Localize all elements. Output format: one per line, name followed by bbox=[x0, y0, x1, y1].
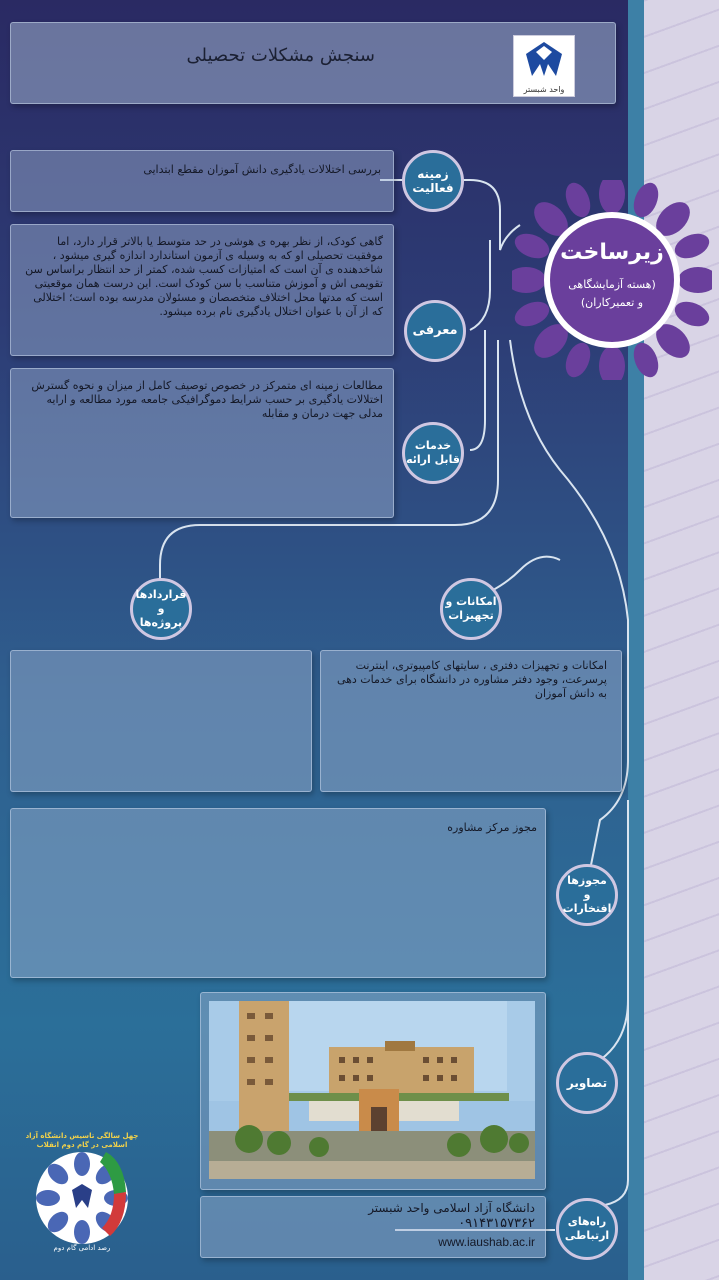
licenses-panel bbox=[10, 808, 546, 978]
anniversary-emblem-icon bbox=[14, 1132, 150, 1260]
introduction-label: معرفی bbox=[404, 300, 466, 362]
facilities-label: امکانات و تجهیزات bbox=[440, 578, 502, 640]
infrastructure-badge bbox=[512, 180, 712, 380]
contact-phone: ۰۹۱۴۳۱۵۷۳۶۲ bbox=[458, 1216, 535, 1231]
badge-subtitle-2: و تعمیرکاران) bbox=[580, 296, 644, 309]
contracts-panel bbox=[10, 650, 312, 792]
badge-title: زیرساخت bbox=[560, 240, 664, 265]
campus-photo bbox=[209, 1001, 535, 1179]
activity-field-text: بررسی اختلالات یادگیری دانش آموزان مقطع ابتدایی bbox=[143, 163, 381, 176]
licenses-text: مجوز مرکز مشاوره bbox=[447, 821, 537, 834]
introduction-text: گاهی کودک، از نظر بهره ی هوشی در حد متوسط یا بالاتر قرار دارد، اما موفقیت تحصیلی او که به وسیله ی آزمون استاندارد اندازه گیری میشود ، شاخدهنده ی آن است که امتیازات کسب شده، کمتر از حد انتظار براساس سن تقویمی اش و آموزش متناسب با سن کودک است. این درست همان موقعیتی است که مدتها محل اختلاف متخصصان و مسئولان مدرسه بوده است؛ اختلالی که از آن با عنوان اختلال یادگیری نام برده میشود. bbox=[25, 235, 383, 318]
services-label: خدمات قابل ارائه bbox=[402, 422, 464, 484]
images-label: تصاویر bbox=[556, 1052, 618, 1114]
logo-caption: واحد شبستر bbox=[523, 85, 565, 94]
campus-building-image bbox=[209, 1001, 535, 1179]
activity-field-panel bbox=[10, 150, 394, 212]
services-text: مطالعات زمینه ای متمرکز در خصوص توصیف کامل از میزان و نحوه گسترش اختلالات یادگیری بر حسب شرایط دموگرافیکی جامعه مورد مطالعه و ارایه مدلی جهت درمان و مقابله bbox=[31, 379, 383, 420]
university-emblem-icon bbox=[514, 36, 574, 84]
facilities-panel bbox=[320, 650, 622, 792]
university-logo bbox=[513, 35, 575, 97]
contact-label: راه‌های ارتباطی bbox=[556, 1198, 618, 1260]
header-panel bbox=[10, 22, 616, 104]
facilities-text: امکانات و تجهیزات دفتری ، سایتهای کامپیوتری، اینترنت پرسرعت، وجود دفتر مشاوره در دانشگاه برای خدمات دهی به دانش آموزان bbox=[336, 659, 607, 700]
introduction-panel bbox=[10, 224, 394, 356]
page-title: سنجش مشکلات تحصیلی bbox=[186, 45, 375, 66]
anniversary-arc-text: چهل سالگی تاسیس دانشگاه آزاد اسلامی در گام دوم انقلاب bbox=[25, 1132, 139, 1149]
anniversary-bottom-text: رصد ادامی گام دوم bbox=[53, 1244, 111, 1252]
contact-name: دانشگاه آزاد اسلامی واحد شبستر bbox=[368, 1201, 535, 1215]
badge-subtitle-1: (هسته آزمایشگاهی bbox=[568, 278, 656, 291]
anniversary-logo bbox=[14, 1132, 150, 1260]
licenses-label: مجوزها و افتخارات bbox=[556, 864, 618, 926]
contracts-label: قراردادها و پروژه‌ها bbox=[130, 578, 192, 640]
contact-panel bbox=[200, 1196, 546, 1258]
images-panel bbox=[200, 992, 546, 1190]
activity-field-label: زمینه فعالیت bbox=[402, 150, 464, 212]
contact-website[interactable]: www.iaushab.ac.ir bbox=[438, 1235, 535, 1249]
services-panel bbox=[10, 368, 394, 518]
